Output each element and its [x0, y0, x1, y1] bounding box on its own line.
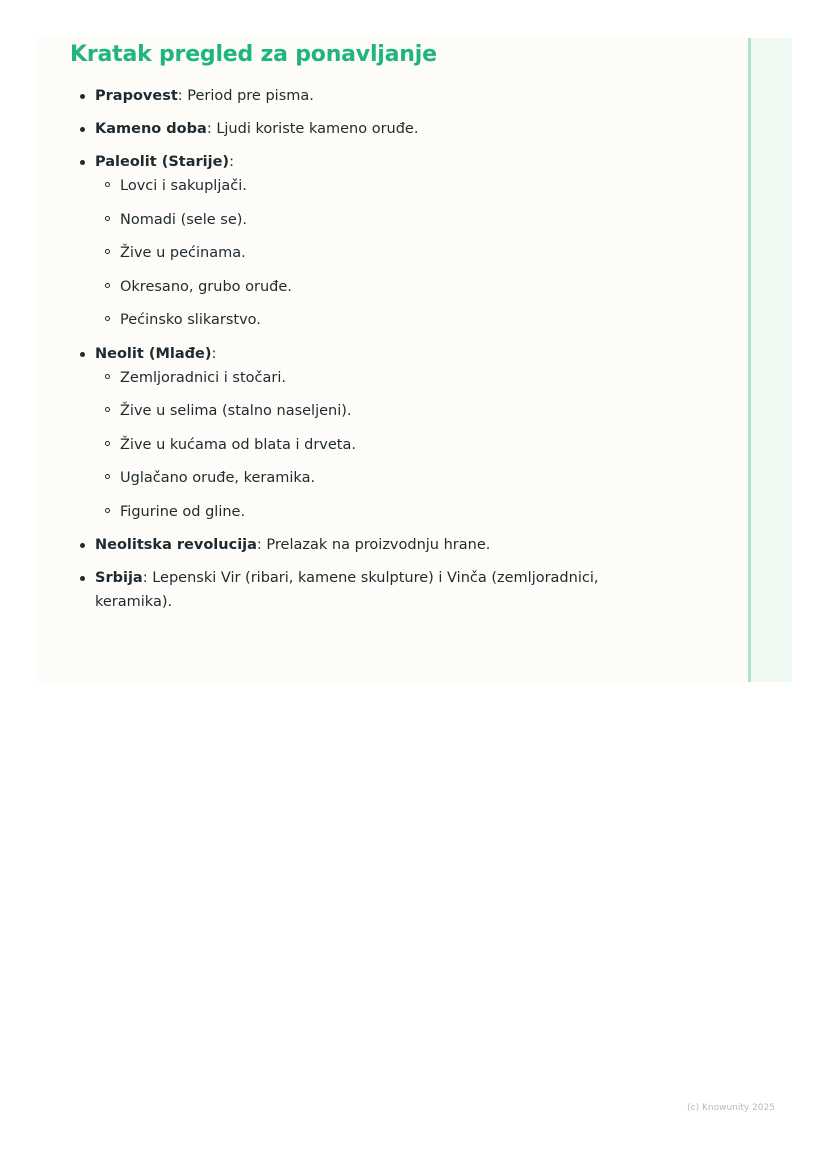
- description: Period pre pisma.: [187, 88, 314, 104]
- description: Lepenski Vir (ribari, kamene skulpture) i Vinča (zemljoradnici, keramika).: [95, 570, 599, 610]
- term: Neolit (Mlađe): [95, 345, 212, 362]
- sub-list-item: Uglačano oruđe, keramika.: [120, 466, 655, 490]
- sub-list-item: Zemljoradnici i stočari.: [120, 366, 655, 390]
- sub-list-item: Okresano, grubo oruđe.: [120, 275, 655, 299]
- side-panel: [748, 38, 792, 682]
- description: Ljudi koriste kameno oruđe.: [216, 121, 419, 137]
- list-item-neolit: Neolit (Mlađe): Zemljoradnici i stočari. Žive u selima (stalno naseljeni). Žive u kućama od blata i drveta. Uglačano oruđe, keramika. Figurine od gline.: [95, 342, 655, 524]
- term: Paleolit (Starije): [95, 154, 230, 170]
- summary-list: [70, 84, 655, 623]
- list-item-neolitska-revolucija: Neolitska revolucija: Prelazak na proizvodnju hrane.: [95, 533, 655, 557]
- description: Prelazak na proizvodnju hrane.: [266, 537, 491, 553]
- neolit-sub-list: [95, 366, 655, 524]
- list-item-kameno-doba: Kameno doba: Ljudi koriste kameno oruđe.: [95, 117, 655, 141]
- sub-list-item: Žive u pećinama.: [120, 241, 655, 265]
- sub-list-item: Žive u selima (stalno naseljeni).: [120, 399, 655, 423]
- term: Srbija: [95, 570, 143, 586]
- sub-list-item: Pećinsko slikarstvo.: [120, 308, 655, 332]
- paleolit-sub-list: [95, 174, 655, 332]
- list-item-srbija: Srbija: Lepenski Vir (ribari, kamene skulpture) i Vinča (zemljoradnici, keramika).: [95, 566, 655, 614]
- term: Neolitska revolucija: [95, 537, 257, 553]
- sub-list-item: Figurine od gline.: [120, 500, 655, 524]
- sub-list-item: Nomadi (sele se).: [120, 208, 655, 232]
- term: Kameno doba: [95, 121, 207, 137]
- term: Prapovest: [95, 88, 178, 104]
- copyright-footer: (c) Knowunity 2025: [687, 1103, 775, 1113]
- sub-list-item: Lovci i sakupljači.: [120, 174, 655, 198]
- sub-list-item: Žive u kućama od blata i drveta.: [120, 433, 655, 457]
- list-item-prapovest: Prapovest: Period pre pisma.: [95, 84, 655, 108]
- list-item-paleolit: Paleolit (Starije): Lovci i sakupljači. Nomadi (sele se). Žive u pećinama. Okresano, grubo oruđe. Pećinsko slikarstvo.: [95, 150, 655, 332]
- section-title: Kratak pregled za ponavljanje: [70, 42, 437, 67]
